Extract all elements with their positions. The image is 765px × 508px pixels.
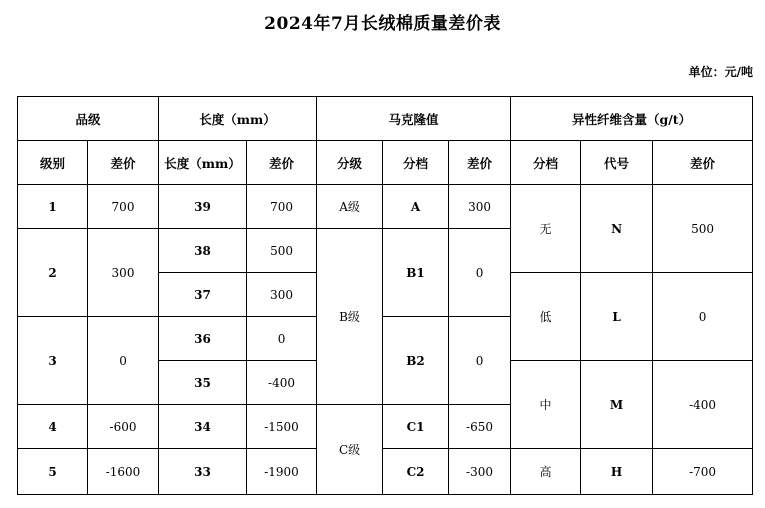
grade-level-cell: 2 bbox=[18, 229, 88, 317]
price-difference-table bbox=[17, 96, 753, 495]
length-diff-cell: 500 bbox=[247, 229, 317, 273]
length-cell: 38 bbox=[159, 229, 247, 273]
mic-band-cell: C2 bbox=[383, 449, 449, 495]
col-header-grade-diff: 差价 bbox=[88, 141, 159, 185]
col-header-length: 长度（mm） bbox=[159, 141, 247, 185]
mic-diff-cell: -650 bbox=[449, 405, 511, 449]
length-cell: 37 bbox=[159, 273, 247, 317]
col-header-foreign-diff: 差价 bbox=[653, 141, 753, 185]
sub-header-row bbox=[18, 141, 753, 185]
group-header-grade: 品级 bbox=[18, 97, 159, 141]
length-cell: 35 bbox=[159, 361, 247, 405]
foreign-band-cell: 高 bbox=[511, 449, 581, 495]
group-header-length: 长度（mm） bbox=[159, 97, 317, 141]
group-header-foreign-fiber: 异性纤维含量（g/t） bbox=[511, 97, 753, 141]
grade-diff-cell: -1600 bbox=[88, 449, 159, 495]
col-header-mic-band: 分档 bbox=[383, 141, 449, 185]
length-diff-cell: -400 bbox=[247, 361, 317, 405]
mic-diff-cell: -300 bbox=[449, 449, 511, 495]
mic-band-cell: C1 bbox=[383, 405, 449, 449]
length-cell: 33 bbox=[159, 449, 247, 495]
foreign-diff-cell: -400 bbox=[653, 361, 753, 449]
foreign-band-cell: 无 bbox=[511, 185, 581, 273]
foreign-code-cell: M bbox=[581, 361, 653, 449]
foreign-diff-cell: 500 bbox=[653, 185, 753, 273]
col-header-grade-level: 级别 bbox=[18, 141, 88, 185]
col-header-foreign-band: 分档 bbox=[511, 141, 581, 185]
grade-diff-cell: 300 bbox=[88, 229, 159, 317]
mic-band-cell: B1 bbox=[383, 229, 449, 317]
mic-class-cell: A级 bbox=[317, 185, 383, 229]
col-header-mic-diff: 差价 bbox=[449, 141, 511, 185]
table-row bbox=[18, 449, 753, 495]
foreign-band-cell: 低 bbox=[511, 273, 581, 361]
foreign-diff-cell: -700 bbox=[653, 449, 753, 495]
length-cell: 36 bbox=[159, 317, 247, 361]
grade-level-cell: 3 bbox=[18, 317, 88, 405]
length-cell: 34 bbox=[159, 405, 247, 449]
foreign-diff-cell: 0 bbox=[653, 273, 753, 361]
length-diff-cell: -1900 bbox=[247, 449, 317, 495]
mic-diff-cell: 300 bbox=[449, 185, 511, 229]
grade-diff-cell: 700 bbox=[88, 185, 159, 229]
length-diff-cell: 700 bbox=[247, 185, 317, 229]
grade-level-cell: 5 bbox=[18, 449, 88, 495]
mic-diff-cell: 0 bbox=[449, 229, 511, 317]
grade-diff-cell: -600 bbox=[88, 405, 159, 449]
unit-label: 单位：元/吨 bbox=[688, 65, 753, 79]
mic-class-cell: B级 bbox=[317, 229, 383, 405]
mic-band-cell: B2 bbox=[383, 317, 449, 405]
length-diff-cell: 300 bbox=[247, 273, 317, 317]
grade-diff-cell: 0 bbox=[88, 317, 159, 405]
foreign-code-cell: N bbox=[581, 185, 653, 273]
length-diff-cell: 0 bbox=[247, 317, 317, 361]
length-cell: 39 bbox=[159, 185, 247, 229]
col-header-foreign-code: 代号 bbox=[581, 141, 653, 185]
foreign-code-cell: L bbox=[581, 273, 653, 361]
group-header-row bbox=[18, 97, 753, 141]
col-header-length-diff: 差价 bbox=[247, 141, 317, 185]
foreign-code-cell: H bbox=[581, 449, 653, 495]
mic-class-cell: C级 bbox=[317, 405, 383, 495]
length-diff-cell: -1500 bbox=[247, 405, 317, 449]
mic-diff-cell: 0 bbox=[449, 317, 511, 405]
grade-level-cell: 1 bbox=[18, 185, 88, 229]
group-header-micronaire: 马克隆值 bbox=[317, 97, 511, 141]
table-row bbox=[18, 185, 753, 229]
grade-level-cell: 4 bbox=[18, 405, 88, 449]
foreign-band-cell: 中 bbox=[511, 361, 581, 449]
col-header-mic-class: 分级 bbox=[317, 141, 383, 185]
mic-band-cell: A bbox=[383, 185, 449, 229]
page-title: 2024年7月长绒棉质量差价表 bbox=[264, 14, 501, 34]
